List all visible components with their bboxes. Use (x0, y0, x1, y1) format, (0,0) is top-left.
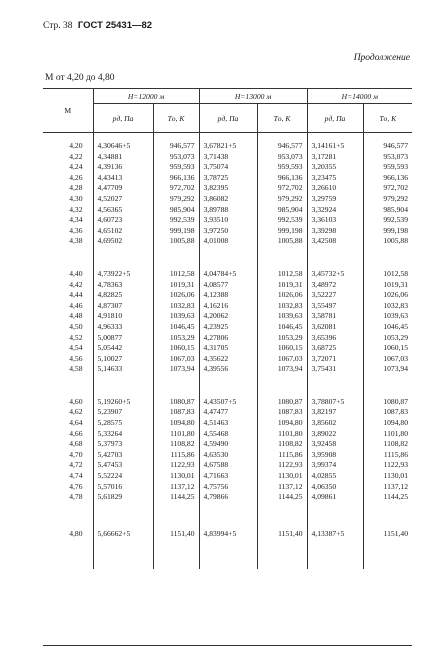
range-label: М от 4,20 до 4,80 (45, 73, 115, 83)
table-row (43, 429, 412, 440)
cell-t14000: 1067,03 (383, 353, 408, 363)
cell-p13000: 4,63530 (199, 450, 257, 461)
cell-t12000: 1032,83 (153, 301, 199, 312)
cell-t12000: 1012,58 (153, 269, 199, 280)
cell-p13000: 3,89788 (199, 205, 257, 216)
cell-m: 4,50 (43, 322, 93, 333)
cell-p14000: 3,82197 (307, 407, 363, 418)
cell-t12000: 1122,93 (153, 460, 199, 471)
cell-m: 4,46 (43, 301, 93, 312)
cell-p13000: 4,35622 (199, 354, 257, 365)
cell-p12000: 5,14633 (93, 364, 153, 375)
cell-m: 4,60 (43, 397, 93, 408)
cell-p12000: 4,87307 (93, 301, 153, 312)
cell-p14000: 4,02855 (307, 471, 363, 482)
cell-t14000: 1130,01 (383, 471, 408, 481)
cell-p13000: 3,71438 (199, 152, 257, 163)
table-row (43, 364, 412, 375)
cell-m: 4,56 (43, 354, 93, 365)
cell-p12000: 4,56365 (93, 205, 153, 216)
cell-m: 4,66 (43, 429, 93, 440)
cell-t14000: 1012,58 (383, 268, 408, 278)
cell-p14000: 3,72071 (307, 354, 363, 365)
cell-t12000: 1073,94 (153, 364, 199, 375)
cell-t14000: 999,198 (383, 225, 408, 235)
page-header (43, 20, 152, 31)
cell-m: 4,70 (43, 450, 93, 461)
table-row (43, 226, 412, 237)
cell-p13000: 3,93510 (199, 215, 257, 226)
cell-m: 4,72 (43, 460, 93, 471)
cell-p14000: 4,13387+5 (307, 529, 363, 540)
cell-m: 4,20 (43, 133, 93, 152)
cell-p12000: 4,65102 (93, 226, 153, 237)
cell-t14000: 1005,88 (383, 236, 408, 246)
cell-p12000: 4,82825 (93, 290, 153, 301)
cell-t12000: 972,702 (153, 183, 199, 194)
cell-t14000: 1073,94 (383, 364, 408, 374)
t-header: Tо, К (153, 104, 199, 133)
cell-p13000: 4,20062 (199, 311, 257, 322)
cell-t12000: 1094,80 (153, 418, 199, 429)
p-header: pд, Па (199, 104, 257, 133)
cell-p14000: 4,06350 (307, 482, 363, 493)
cell-t14000: 1122,93 (383, 460, 408, 470)
table-row (43, 354, 412, 365)
cell-m: 4,42 (43, 280, 93, 291)
cell-t12000: 999,198 (153, 226, 199, 237)
cell-t14000: 1137,12 (383, 481, 408, 491)
cell-t13000: 1046,45 (257, 322, 307, 333)
cell-m: 4,40 (43, 269, 93, 280)
cell-p13000: 4,43507+5 (199, 397, 257, 408)
cell-p14000: 3,99374 (307, 460, 363, 471)
cell-p14000: 3,29759 (307, 194, 363, 205)
cell-m: 4,32 (43, 205, 93, 216)
cell-t14000: 1115,86 (383, 449, 408, 459)
cell-p12000: 4,47709 (93, 183, 153, 194)
cell-t12000: 1101,80 (153, 429, 199, 440)
cell-t14000: 985,904 (383, 204, 408, 214)
cell-p12000: 5,42703 (93, 450, 153, 461)
table-row (43, 173, 412, 184)
table-row (43, 333, 412, 344)
cell-p14000: 4,09861 (307, 492, 363, 503)
cell-t13000: 966,136 (257, 173, 307, 184)
cell-t12000: 1039,63 (153, 311, 199, 322)
continuation-label: Продолжение (353, 53, 410, 63)
cell-m: 4,38 (43, 236, 93, 247)
cell-t13000: 1115,86 (257, 450, 307, 461)
cell-p14000: 3,23475 (307, 173, 363, 184)
cell-t12000: 1026,06 (153, 290, 199, 301)
cell-m: 4,48 (43, 311, 93, 322)
table-row (43, 133, 412, 152)
cell-t12000: 992,539 (153, 215, 199, 226)
cell-p14000: 3,65396 (307, 333, 363, 344)
table-row (43, 269, 412, 280)
cell-m: 4,74 (43, 471, 93, 482)
table-row (43, 236, 412, 247)
cell-t14000: 1087,83 (383, 407, 408, 417)
cell-p13000: 3,97250 (199, 226, 257, 237)
cell-t13000: 1005,88 (257, 236, 307, 247)
cell-p14000: 3,42508 (307, 236, 363, 247)
cell-t14000: 1094,80 (383, 418, 408, 428)
cell-t14000: 979,292 (383, 193, 408, 203)
cell-p12000: 4,73922+5 (93, 269, 153, 280)
cell-m: 4,68 (43, 439, 93, 450)
cell-p12000: 4,96333 (93, 322, 153, 333)
cell-t12000: 1080,87 (153, 397, 199, 408)
cell-p14000: 3,17281 (307, 152, 363, 163)
cell-p14000: 3,85602 (307, 418, 363, 429)
cell-p14000: 3,92458 (307, 439, 363, 450)
cell-p12000: 4,39136 (93, 162, 153, 173)
cell-t13000: 972,702 (257, 183, 307, 194)
cell-p14000: 3,48972 (307, 280, 363, 291)
cell-p13000: 4,12388 (199, 290, 257, 301)
table-row (43, 322, 412, 333)
cell-p13000: 3,67821+5 (199, 133, 257, 152)
cell-t14000: 1080,87 (383, 396, 408, 406)
table-tail-spacer (43, 539, 412, 569)
table-body (43, 133, 412, 570)
cell-p13000: 4,83994+5 (199, 529, 257, 540)
cell-p13000: 4,16216 (199, 301, 257, 312)
cell-m: 4,36 (43, 226, 93, 237)
cell-p14000: 3,36103 (307, 215, 363, 226)
cell-t14000: 1032,83 (383, 300, 408, 310)
cell-m: 4,76 (43, 482, 93, 493)
cell-t14000: 1019,31 (383, 279, 408, 289)
table-row (43, 418, 412, 429)
cell-m: 4,62 (43, 407, 93, 418)
cell-t13000: 1101,80 (257, 429, 307, 440)
cell-t13000: 1144,25 (257, 492, 307, 503)
cell-p14000: 3,55497 (307, 301, 363, 312)
table-row (43, 205, 412, 216)
cell-p12000: 5,33264 (93, 429, 153, 440)
table-row (43, 343, 412, 354)
cell-t13000: 946,577 (257, 133, 307, 152)
cell-t13000: 992,539 (257, 215, 307, 226)
cell-t12000: 1130,01 (153, 471, 199, 482)
cell-t12000: 1019,31 (153, 280, 199, 291)
cell-p12000: 4,78363 (93, 280, 153, 291)
cell-p13000: 4,79866 (199, 492, 257, 503)
block-spacer (43, 503, 412, 529)
table-row (43, 482, 412, 493)
cell-p13000: 4,59490 (199, 439, 257, 450)
cell-t14000: 959,593 (383, 162, 408, 172)
cell-p13000: 3,82395 (199, 183, 257, 194)
cell-t14000: 1053,29 (383, 332, 408, 342)
table-row (43, 397, 412, 408)
table-row (43, 492, 412, 503)
cell-p14000: 3,20355 (307, 162, 363, 173)
cell-p12000: 4,43413 (93, 173, 153, 184)
table-row (43, 460, 412, 471)
group-header-13000: H=13000 м (199, 89, 307, 104)
cell-t13000: 953,073 (257, 152, 307, 163)
cell-t14000: 1101,80 (383, 428, 408, 438)
table-row (43, 471, 412, 482)
cell-t13000: 1032,83 (257, 301, 307, 312)
table-row (43, 194, 412, 205)
table-row (43, 450, 412, 461)
table-row (43, 280, 412, 291)
cell-p12000: 4,60723 (93, 215, 153, 226)
cell-p13000: 4,08577 (199, 280, 257, 291)
cell-t13000: 1012,58 (257, 269, 307, 280)
table-row (43, 529, 412, 540)
cell-p12000: 4,52027 (93, 194, 153, 205)
cell-p12000: 5,23907 (93, 407, 153, 418)
cell-m: 4,64 (43, 418, 93, 429)
cell-t13000: 985,904 (257, 205, 307, 216)
cell-p14000: 3,39298 (307, 226, 363, 237)
t-header: Tо, К (257, 104, 307, 133)
cell-p14000: 3,75431 (307, 364, 363, 375)
cell-t13000: 979,292 (257, 194, 307, 205)
table-row (43, 311, 412, 322)
atmosphere-table (43, 88, 412, 569)
cell-t14000: 946,577 (383, 141, 408, 150)
standard-code: ГОСТ 25431—82 (77, 20, 153, 31)
cell-p14000: 3,95908 (307, 450, 363, 461)
cell-p14000: 3,68725 (307, 343, 363, 354)
cell-t14000: 972,702 (383, 183, 408, 193)
cell-t13000: 1151,40 (257, 529, 307, 540)
cell-p13000: 4,31705 (199, 343, 257, 354)
table-row (43, 215, 412, 226)
cell-t12000: 1151,40 (153, 529, 199, 540)
table-row (43, 183, 412, 194)
cell-p14000: 3,14161+5 (307, 133, 363, 152)
cell-p13000: 4,75756 (199, 482, 257, 493)
cell-t12000: 953,073 (153, 152, 199, 163)
page-number: Стр. 38 (43, 21, 73, 31)
cell-t14000: 1026,06 (383, 290, 408, 300)
cell-p12000: 5,10027 (93, 354, 153, 365)
cell-p12000: 4,34881 (93, 152, 153, 163)
cell-t12000: 1060,15 (153, 343, 199, 354)
cell-t14000: 1060,15 (383, 343, 408, 353)
cell-t13000: 1067,03 (257, 354, 307, 365)
cell-t14000: 953,073 (383, 151, 408, 161)
table-row (43, 407, 412, 418)
cell-p12000: 4,69502 (93, 236, 153, 247)
group-header-14000: H=14000 м (307, 89, 412, 104)
cell-t13000: 1108,82 (257, 439, 307, 450)
cell-t13000: 1087,83 (257, 407, 307, 418)
cell-p13000: 3,78725 (199, 173, 257, 184)
cell-t13000: 1019,31 (257, 280, 307, 291)
cell-t14000: 1108,82 (383, 439, 408, 449)
cell-t13000: 1137,12 (257, 482, 307, 493)
cell-t12000: 1067,03 (153, 354, 199, 365)
cell-m: 4,54 (43, 343, 93, 354)
cell-m: 4,44 (43, 290, 93, 301)
cell-t14000: 1039,63 (383, 311, 408, 321)
cell-p14000: 3,62081 (307, 322, 363, 333)
cell-t12000: 966,136 (153, 173, 199, 184)
table-row (43, 290, 412, 301)
cell-t12000: 1108,82 (153, 439, 199, 450)
p-header: pд, Па (307, 104, 363, 133)
cell-t13000: 959,593 (257, 162, 307, 173)
cell-p12000: 5,05442 (93, 343, 153, 354)
cell-m: 4,58 (43, 364, 93, 375)
cell-t12000: 985,904 (153, 205, 199, 216)
cell-t13000: 1094,80 (257, 418, 307, 429)
cell-t12000: 979,292 (153, 194, 199, 205)
cell-t13000: 1060,15 (257, 343, 307, 354)
cell-p14000: 3,52227 (307, 290, 363, 301)
cell-p13000: 4,47477 (199, 407, 257, 418)
cell-p12000: 5,00877 (93, 333, 153, 344)
cell-m: 4,78 (43, 492, 93, 503)
cell-p12000: 5,19260+5 (93, 397, 153, 408)
cell-t12000: 1053,29 (153, 333, 199, 344)
cell-p13000: 3,86082 (199, 194, 257, 205)
block-spacer (43, 375, 412, 397)
cell-p14000: 3,89022 (307, 429, 363, 440)
cell-m: 4,34 (43, 215, 93, 226)
cell-t12000: 1115,86 (153, 450, 199, 461)
cell-p12000: 5,47453 (93, 460, 153, 471)
cell-m: 4,24 (43, 162, 93, 173)
cell-t12000: 1005,88 (153, 236, 199, 247)
cell-p12000: 5,57016 (93, 482, 153, 493)
cell-t13000: 1080,87 (257, 397, 307, 408)
cell-t12000: 1144,25 (153, 492, 199, 503)
cell-p14000: 3,26610 (307, 183, 363, 194)
table-row (43, 162, 412, 173)
block-spacer (43, 247, 412, 269)
cell-p13000: 4,51463 (199, 418, 257, 429)
cell-t14000: 1151,40 (383, 528, 408, 538)
cell-m: 4,30 (43, 194, 93, 205)
cell-t14000: 966,136 (383, 172, 408, 182)
cell-t13000: 1053,29 (257, 333, 307, 344)
cell-t12000: 1137,12 (153, 482, 199, 493)
cell-p12000: 5,28575 (93, 418, 153, 429)
cell-p12000: 5,61829 (93, 492, 153, 503)
table-row (43, 152, 412, 163)
cell-t14000: 992,539 (383, 215, 408, 225)
cell-p12000: 4,30646+5 (93, 133, 153, 152)
cell-t13000: 1122,93 (257, 460, 307, 471)
cell-p12000: 5,52224 (93, 471, 153, 482)
cell-p13000: 4,27806 (199, 333, 257, 344)
cell-t14000: 1144,25 (383, 492, 408, 502)
cell-t13000: 999,198 (257, 226, 307, 237)
cell-p13000: 4,01008 (199, 236, 257, 247)
cell-p12000: 4,91810 (93, 311, 153, 322)
p-header: pд, Па (93, 104, 153, 133)
cell-m: 4,26 (43, 173, 93, 184)
cell-t13000: 1073,94 (257, 364, 307, 375)
cell-t12000: 1087,83 (153, 407, 199, 418)
m-column-header: М (43, 89, 93, 133)
cell-p12000: 5,37973 (93, 439, 153, 450)
cell-p13000: 4,67588 (199, 460, 257, 471)
table-row (43, 301, 412, 312)
cell-p13000: 4,71663 (199, 471, 257, 482)
cell-t12000: 959,593 (153, 162, 199, 173)
cell-t13000: 1026,06 (257, 290, 307, 301)
t-header: Tо, К (363, 104, 412, 133)
cell-m: 4,52 (43, 333, 93, 344)
cell-m: 4,28 (43, 183, 93, 194)
cell-t12000: 946,577 (153, 133, 199, 152)
cell-p12000: 5,66662+5 (93, 529, 153, 540)
table-row (43, 439, 412, 450)
cell-p14000: 3,45732+5 (307, 269, 363, 280)
cell-p13000: 4,23925 (199, 322, 257, 333)
cell-p14000: 3,32924 (307, 205, 363, 216)
cell-p13000: 4,55468 (199, 429, 257, 440)
cell-p14000: 3,58781 (307, 311, 363, 322)
cell-t13000: 1039,63 (257, 311, 307, 322)
cell-p13000: 3,75074 (199, 162, 257, 173)
table-bottom-border (43, 645, 412, 646)
cell-t13000: 1130,01 (257, 471, 307, 482)
cell-m: 4,80 (43, 529, 93, 540)
cell-p13000: 4,39556 (199, 364, 257, 375)
cell-t12000: 1046,45 (153, 322, 199, 333)
cell-m: 4,22 (43, 152, 93, 163)
cell-p14000: 3,78807+5 (307, 397, 363, 408)
cell-t14000: 1046,45 (383, 321, 408, 331)
group-header-12000: H=12000 м (93, 89, 199, 104)
cell-p13000: 4,04784+5 (199, 269, 257, 280)
